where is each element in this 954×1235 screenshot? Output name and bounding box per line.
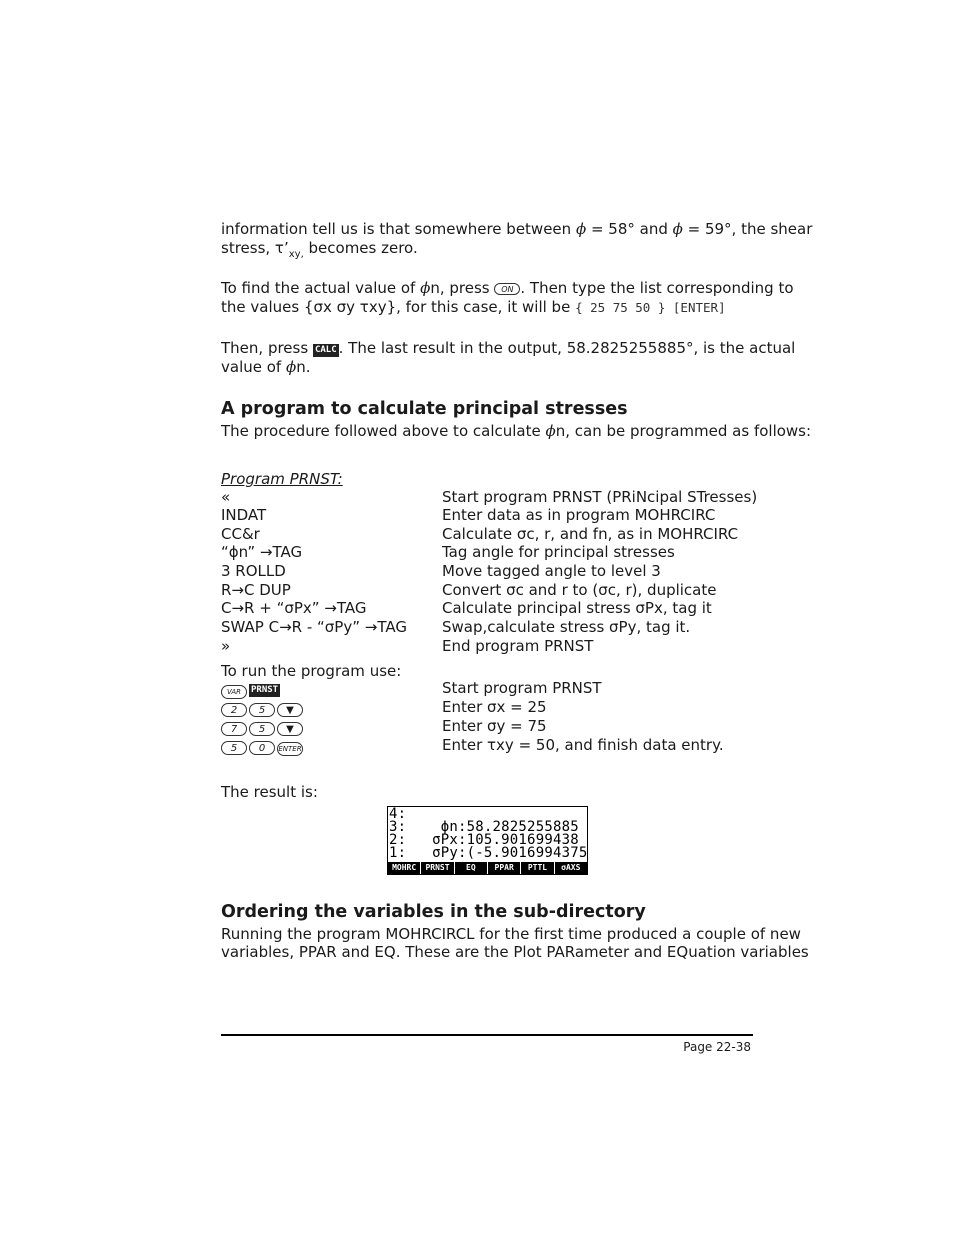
then-line-2: value of ϕn. xyxy=(221,358,311,376)
program-row: “ϕn” →TAG Tag angle for principal stresses xyxy=(221,543,675,561)
page-number: Page 22-38 xyxy=(683,1040,751,1054)
program-row: » End program PRNST xyxy=(221,637,594,655)
run-row: 2 5 ▼ Enter σx = 25 xyxy=(221,698,753,717)
key-5-icon: 5 xyxy=(221,741,247,755)
program-row: SWAP C→R - “σPy” →TAG Swap,calculate stress σPy, tag it. xyxy=(221,618,691,636)
footer-rule xyxy=(221,1034,753,1036)
on-key-icon: ON xyxy=(494,283,520,295)
find-line-2: the values {σx σy τxy}, for this case, it will be { 25 75 50 } [ENTER] xyxy=(221,298,726,316)
key-5-icon: 5 xyxy=(249,703,275,717)
down-arrow-key-icon: ▼ xyxy=(277,722,303,736)
softkey-prnst: PRNST xyxy=(421,862,453,874)
prnst-softkey-icon: PRNST xyxy=(251,685,279,695)
run-row: 5 0 ENTER Enter τxy = 50, and finish data entry. xyxy=(221,736,753,755)
heading1-description: The procedure followed above to calculate ϕn, can be programmed as follows: xyxy=(221,422,812,440)
program-row: R→C DUP Convert σc and r to (σc, r), duplicate xyxy=(221,581,717,599)
intro-line-1: information tell us is that somewhere between ϕ = 58° and ϕ = 59°, the shear xyxy=(221,220,813,238)
var-key-icon: VAR xyxy=(221,685,247,699)
stack-level-1: 1: σPy:(-5.9016994375 xyxy=(389,845,588,861)
para2-line-1: Running the program MOHRCIRCL for the first time produced a couple of new xyxy=(221,925,801,943)
program-row: CC&r Calculate σc, r, and fn, as in MOHRCIRC xyxy=(221,525,739,543)
section-heading-ordering-variables: Ordering the variables in the sub-directory xyxy=(221,902,646,922)
result-label: The result is: xyxy=(221,783,318,801)
program-label: Program PRNST: xyxy=(221,470,343,488)
key-5-icon: 5 xyxy=(249,722,275,736)
down-arrow-key-icon: ▼ xyxy=(277,703,303,717)
list-code: { 25 75 50 } [ENTER] xyxy=(575,300,726,315)
softkey-pttl: PTTL xyxy=(521,862,553,874)
stack-level-3: 3: ϕn:58.2825255885 xyxy=(389,819,579,835)
section-heading-principal-stresses: A program to calculate principal stresses xyxy=(221,399,628,419)
then-line-1: Then, press CALC . The last result in the output, 58.2825255885°, is the actual xyxy=(221,339,796,357)
stack-level-2: 2: σPx:105.901699438 xyxy=(389,832,579,848)
key-2-icon: 2 xyxy=(221,703,247,717)
document-page xyxy=(221,0,813,1235)
calculator-screen xyxy=(387,806,588,875)
program-row: « Start program PRNST (PRiNcipal STresses) xyxy=(221,488,758,506)
intro-line-2: stress, $\tau’_{xy,}$ becomes zero. xyxy=(221,239,418,260)
run-row: 7 5 ▼ Enter σy = 75 xyxy=(221,717,753,736)
program-row: C→R + “σPx” →TAG Calculate principal stress σPx, tag it xyxy=(221,599,712,617)
stack-level-4: 4: xyxy=(389,806,407,822)
program-row: INDAT Enter data as in program MOHRCIRC xyxy=(221,506,716,524)
calc-softkey-icon: CALC xyxy=(314,345,337,355)
softkey-saxs: σAXS xyxy=(555,862,587,874)
softkey-menu xyxy=(388,862,587,874)
key-0-icon: 0 xyxy=(249,741,275,755)
run-row: VAR PRNST Start program PRNST xyxy=(221,679,753,698)
softkey-eq: EQ xyxy=(455,862,487,874)
key-7-icon: 7 xyxy=(221,722,247,736)
softkey-mohrc: MOHRC xyxy=(388,862,420,874)
softkey-ppar: PPAR xyxy=(488,862,520,874)
run-label: To run the program use: xyxy=(221,662,402,680)
program-row: 3 ROLLD Move tagged angle to level 3 xyxy=(221,562,661,580)
para2-line-2: variables, PPAR and EQ. These are the Plot PARameter and EQuation variables xyxy=(221,943,809,961)
enter-key-icon: ENTER xyxy=(277,742,303,756)
find-line-1: To find the actual value of ϕn, press ON . Then type the list corresponding to xyxy=(221,279,794,297)
